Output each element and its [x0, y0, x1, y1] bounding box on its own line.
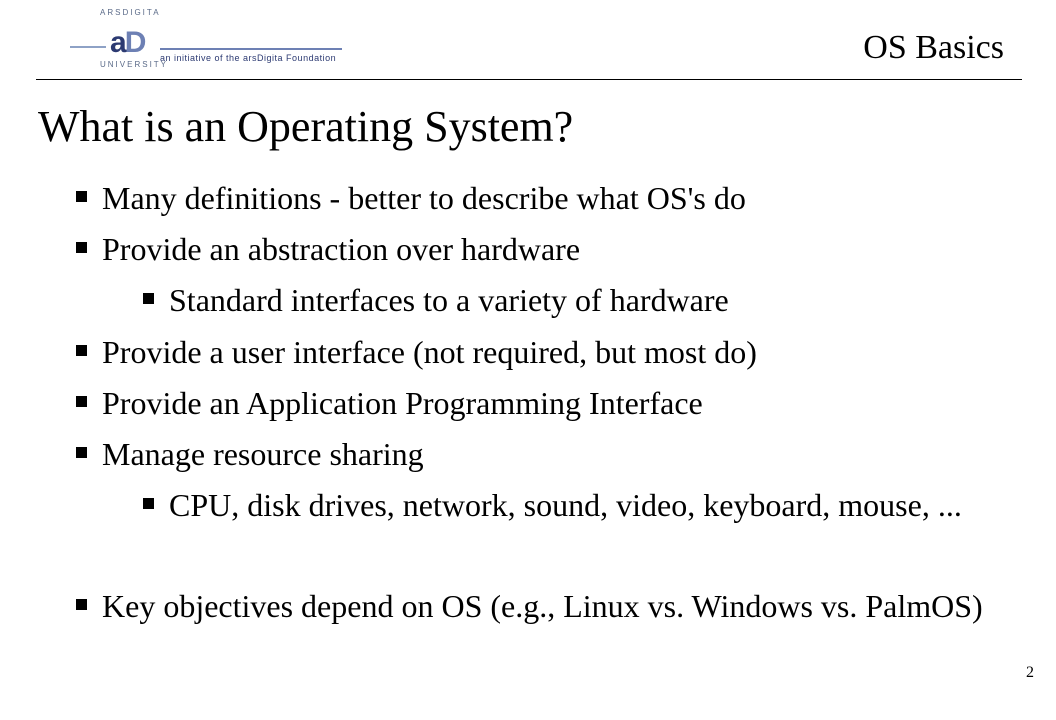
header-title: OS Basics	[863, 29, 1004, 66]
square-bullet-icon	[143, 498, 154, 509]
bullet-text: CPU, disk drives, network, sound, video, keyboard, mouse, ...	[169, 487, 962, 523]
square-bullet-icon	[76, 242, 87, 253]
square-bullet-icon	[76, 599, 87, 610]
arsdigita-university-logo	[70, 8, 350, 70]
logo-tagline: an initiative of the arsDigita Foundation	[160, 53, 337, 63]
square-bullet-icon	[76, 447, 87, 458]
square-bullet-icon	[76, 345, 87, 356]
square-bullet-icon	[76, 396, 87, 407]
header-divider	[36, 79, 1022, 80]
logo-left-line	[70, 46, 106, 48]
bullet-text: Many definitions - better to describe what OS's do	[102, 180, 746, 216]
square-bullet-icon	[143, 293, 154, 304]
bullet-text: Standard interfaces to a variety of hardware	[169, 282, 729, 318]
bullet-text: Provide an Application Programming Interface	[102, 385, 703, 421]
logo-mark: aD	[110, 26, 145, 59]
page-number: 2	[1026, 664, 1034, 681]
slide-title: What is an Operating System?	[38, 102, 574, 151]
logo-rule	[160, 48, 342, 50]
logo-ring-top-text: ARSDIGITA	[100, 8, 161, 17]
square-bullet-icon	[76, 191, 87, 202]
logo-ring-bottom-text: UNIVERSITY	[100, 60, 169, 69]
bullet-text: Manage resource sharing	[102, 436, 424, 472]
bullet-text: Provide a user interface (not required, but most do)	[102, 334, 757, 370]
bullet-text: Key objectives depend on OS (e.g., Linux vs. Windows vs. PalmOS)	[102, 588, 983, 624]
bullet-text: Provide an abstraction over hardware	[102, 231, 581, 267]
